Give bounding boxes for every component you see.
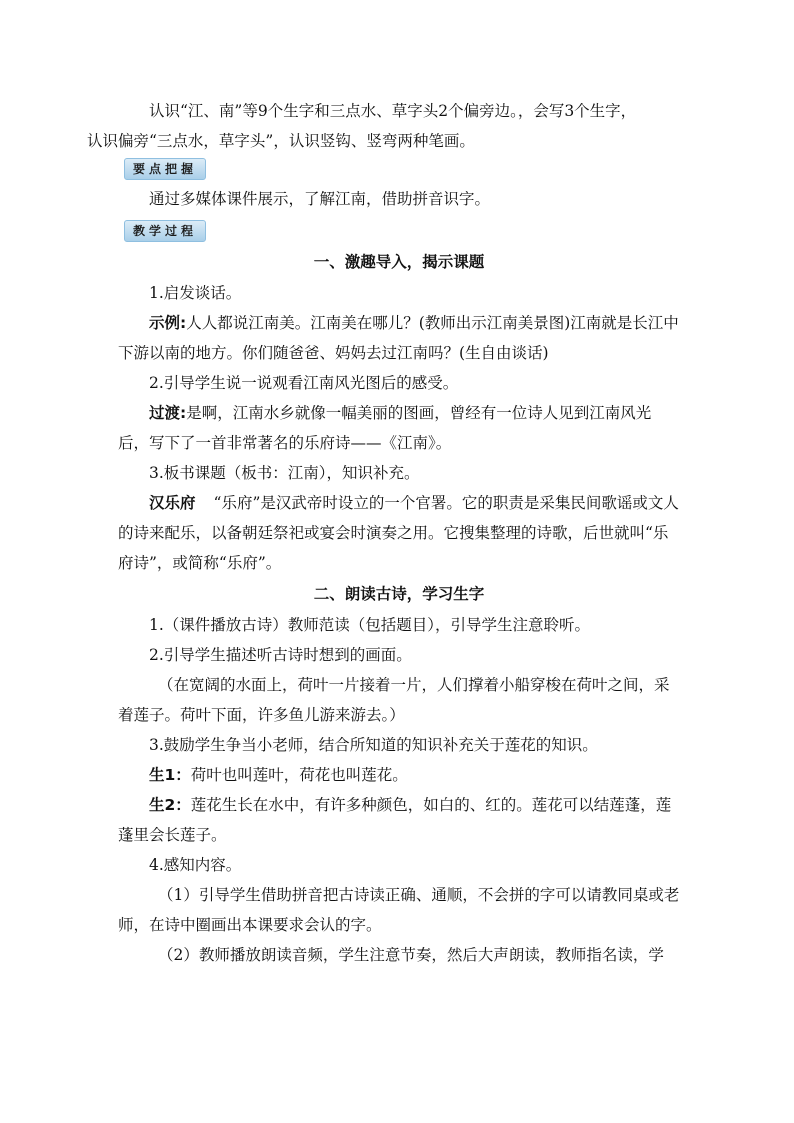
section1-item3: 3.板书课题（板书：江南），知识补充。 [149, 464, 420, 482]
section2-heading: 二、朗读古诗，学习生字 [313, 585, 485, 603]
student2-label: 生2： [149, 796, 191, 814]
student1-label: 生1： [149, 766, 191, 784]
section1-item2: 2.引导学生说一说观看江南风光图后的感受。 [149, 374, 459, 392]
section1-example [118, 308, 680, 368]
student2-text: 莲花生长在水中，有许多种颜色，如白的、红的。莲花可以结莲蓬，莲蓬里会长莲子。 [118, 796, 672, 844]
key-points-text: 通过多媒体课件展示，了解江南，借助拼音识字。 [149, 190, 491, 208]
section1-item1: 1.启发谈话。 [149, 284, 242, 302]
section1-yuefu [118, 488, 680, 578]
process-badge: 教学过程 [124, 220, 206, 242]
section1-transition [118, 398, 680, 458]
transition-text: 是啊，江南水乡就像一幅美丽的图画，曾经有一位诗人见到江南风光后，写下了一首非常著名的乐府诗——《江南》。 [118, 404, 652, 452]
section1-heading: 一、激趣导入，揭示课题 [313, 253, 485, 271]
intro-line-2: 认识偏旁“三点水，草字头”，认识竖钩、竖弯两种笔画。 [87, 132, 475, 150]
key-points-badge: 要点把握 [124, 158, 206, 180]
yuefu-label: 汉乐府 [149, 494, 196, 512]
section2-item3: 3.鼓励学生争当小老师，结合所知道的知识补充关于莲花的知识。 [149, 736, 598, 754]
student1-text: 荷叶也叫莲叶，荷花也叫莲花。 [190, 766, 408, 784]
example-text: 人人都说江南美。江南美在哪儿？(教师出示江南美景图)江南就是长江中下游以南的地方。你们随爸爸、妈妈去过江南吗？(生自由谈话) [118, 314, 679, 362]
section2-item2-note: （在宽阔的水面上，荷叶一片接着一片，人们撑着小船穿梭在荷叶之间，采着莲子。荷叶下面，许多鱼儿游来游去。） [118, 676, 670, 724]
section2-item4: 4.感知内容。 [149, 856, 242, 874]
key-points-badge-row [118, 156, 680, 184]
intro-paragraph [87, 96, 680, 156]
process-badge-row [118, 218, 680, 246]
student1-answer [118, 760, 680, 790]
yuefu-text: “乐府”是汉武帝时设立的一个官署。它的职责是采集民间歌谣或文人的诗来配乐，以备朝廷祭祀或宴会时演奏之用。它搜集整理的诗歌，后世就叫“乐府诗”，或简称“乐府”。 [118, 494, 679, 572]
document-content [87, 96, 680, 970]
section2-sub1: （1）引导学生借助拼音把古诗读正确、通顺，不会拼的字可以请教同桌或老师，在诗中圈画出本课要求会认的字。 [118, 886, 680, 934]
section2-item1: 1.（课件播放古诗）教师范读（包括题目），引导学生注意聆听。 [149, 616, 591, 634]
transition-label: 过渡: [149, 404, 187, 422]
section2-sub2: （2）教师播放朗读音频，学生注意节奏，然后大声朗读，教师指名读，学 [158, 946, 664, 964]
section2-item2: 2.引导学生描述听古诗时想到的画面。 [149, 646, 412, 664]
example-label: 示例: [149, 314, 187, 332]
student2-answer [118, 790, 680, 850]
intro-line-1: 认识“江、南”等9个生字和三点水、草字头2个偏旁边。，会写3个生字， [149, 102, 637, 120]
